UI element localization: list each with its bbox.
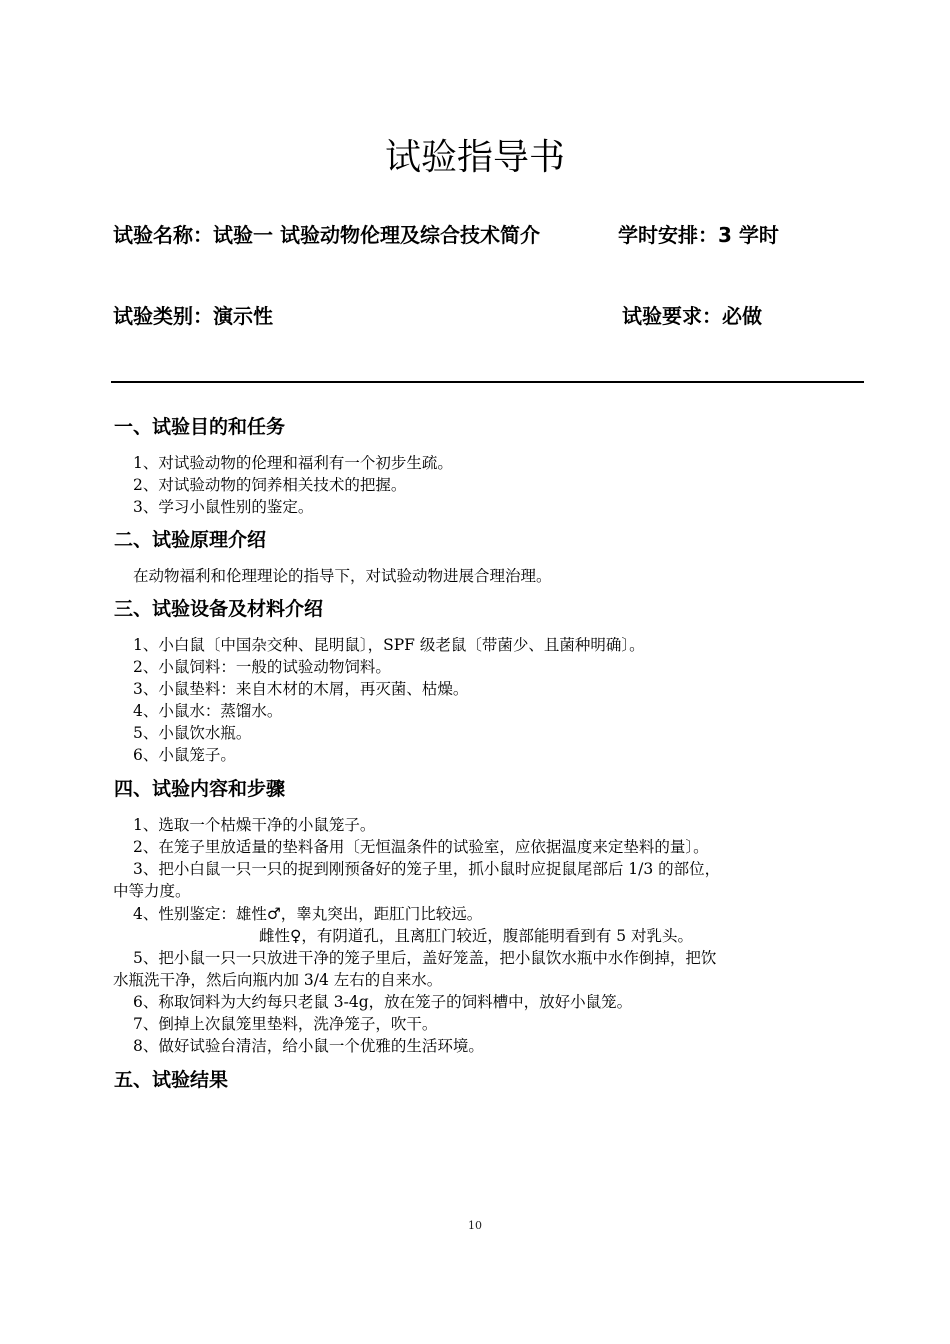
section-line: 雌性♀，有阴道孔，且离肛门较近，腹部能明看到有 5 对乳头。 xyxy=(259,927,694,945)
section-heading-results: 五、试验结果 xyxy=(114,1069,229,1091)
schedule-hours: 学时安排：3 学时 xyxy=(618,223,779,247)
section-line: 3、把小白鼠一只一只的捉到刚预备好的笼子里，抓小鼠时应捉鼠尾部后 1/3 的部位， xyxy=(133,860,721,878)
section-heading-procedure: 四、试验内容和步骤 xyxy=(114,778,286,800)
section-heading-purpose: 一、试验目的和任务 xyxy=(114,416,286,438)
section-line: 6、称取饲料为大约每只老鼠 3-4g，放在笼子的饲料槽中，放好小鼠笼。 xyxy=(133,993,633,1011)
section-line: 4、小鼠水：蒸馏水。 xyxy=(133,702,283,720)
section-line: 5、小鼠饮水瓶。 xyxy=(133,724,252,742)
section-line: 3、学习小鼠性别的鉴定。 xyxy=(133,498,314,516)
section-line: 4、性别鉴定：雄性♂，睾丸突出，距肛门比较远。 xyxy=(133,905,483,923)
header-divider xyxy=(111,381,864,383)
section-line: 2、对试验动物的饲养相关技术的把握。 xyxy=(133,476,407,494)
section-line: 8、做好试验台清洁，给小鼠一个优雅的生活环境。 xyxy=(133,1037,484,1055)
section-line: 中等力度。 xyxy=(113,882,191,900)
experiment-category: 试验类别：演示性 xyxy=(113,304,273,328)
experiment-name: 试验名称：试验一 试验动物伦理及综合技术简介 xyxy=(113,223,540,247)
section-heading-principle: 二、试验原理介绍 xyxy=(114,529,267,551)
experiment-requirement: 试验要求：必做 xyxy=(622,304,762,328)
section-heading-materials: 三、试验设备及材料介绍 xyxy=(114,598,324,620)
section-line: 在动物福利和伦理理论的指导下，对试验动物进展合理治理。 xyxy=(133,567,552,585)
section-line: 6、小鼠笼子。 xyxy=(133,746,236,764)
section-line: 1、对试验动物的伦理和福利有一个初步生疏。 xyxy=(133,454,453,472)
section-line: 7、倒掉上次鼠笼里垫料，洗净笼子，吹干。 xyxy=(133,1015,438,1033)
section-line: 1、选取一个枯燥干净的小鼠笼子。 xyxy=(133,816,376,834)
section-line: 5、把小鼠一只一只放进干净的笼子里后，盖好笼盖，把小鼠饮水瓶中水作倒掉，把饮 xyxy=(133,949,717,967)
section-line: 2、小鼠饲料：一般的试验动物饲料。 xyxy=(133,658,391,676)
section-line: 水瓶洗干净，然后向瓶内加 3/4 左右的自来水。 xyxy=(113,971,443,989)
document-title: 试验指导书 xyxy=(384,137,565,178)
page-number: 10 xyxy=(468,1219,482,1232)
section-line: 3、小鼠垫料：来自木材的木屑，再灭菌、枯燥。 xyxy=(133,680,469,698)
section-line: 2、在笼子里放适量的垫料备用〔无恒温条件的试验室，应依据温度来定垫料的量〕。 xyxy=(133,838,709,856)
section-line: 1、小白鼠〔中国杂交种、昆明鼠〕，SPF 级老鼠〔带菌少、且菌种明确〕。 xyxy=(133,636,645,654)
